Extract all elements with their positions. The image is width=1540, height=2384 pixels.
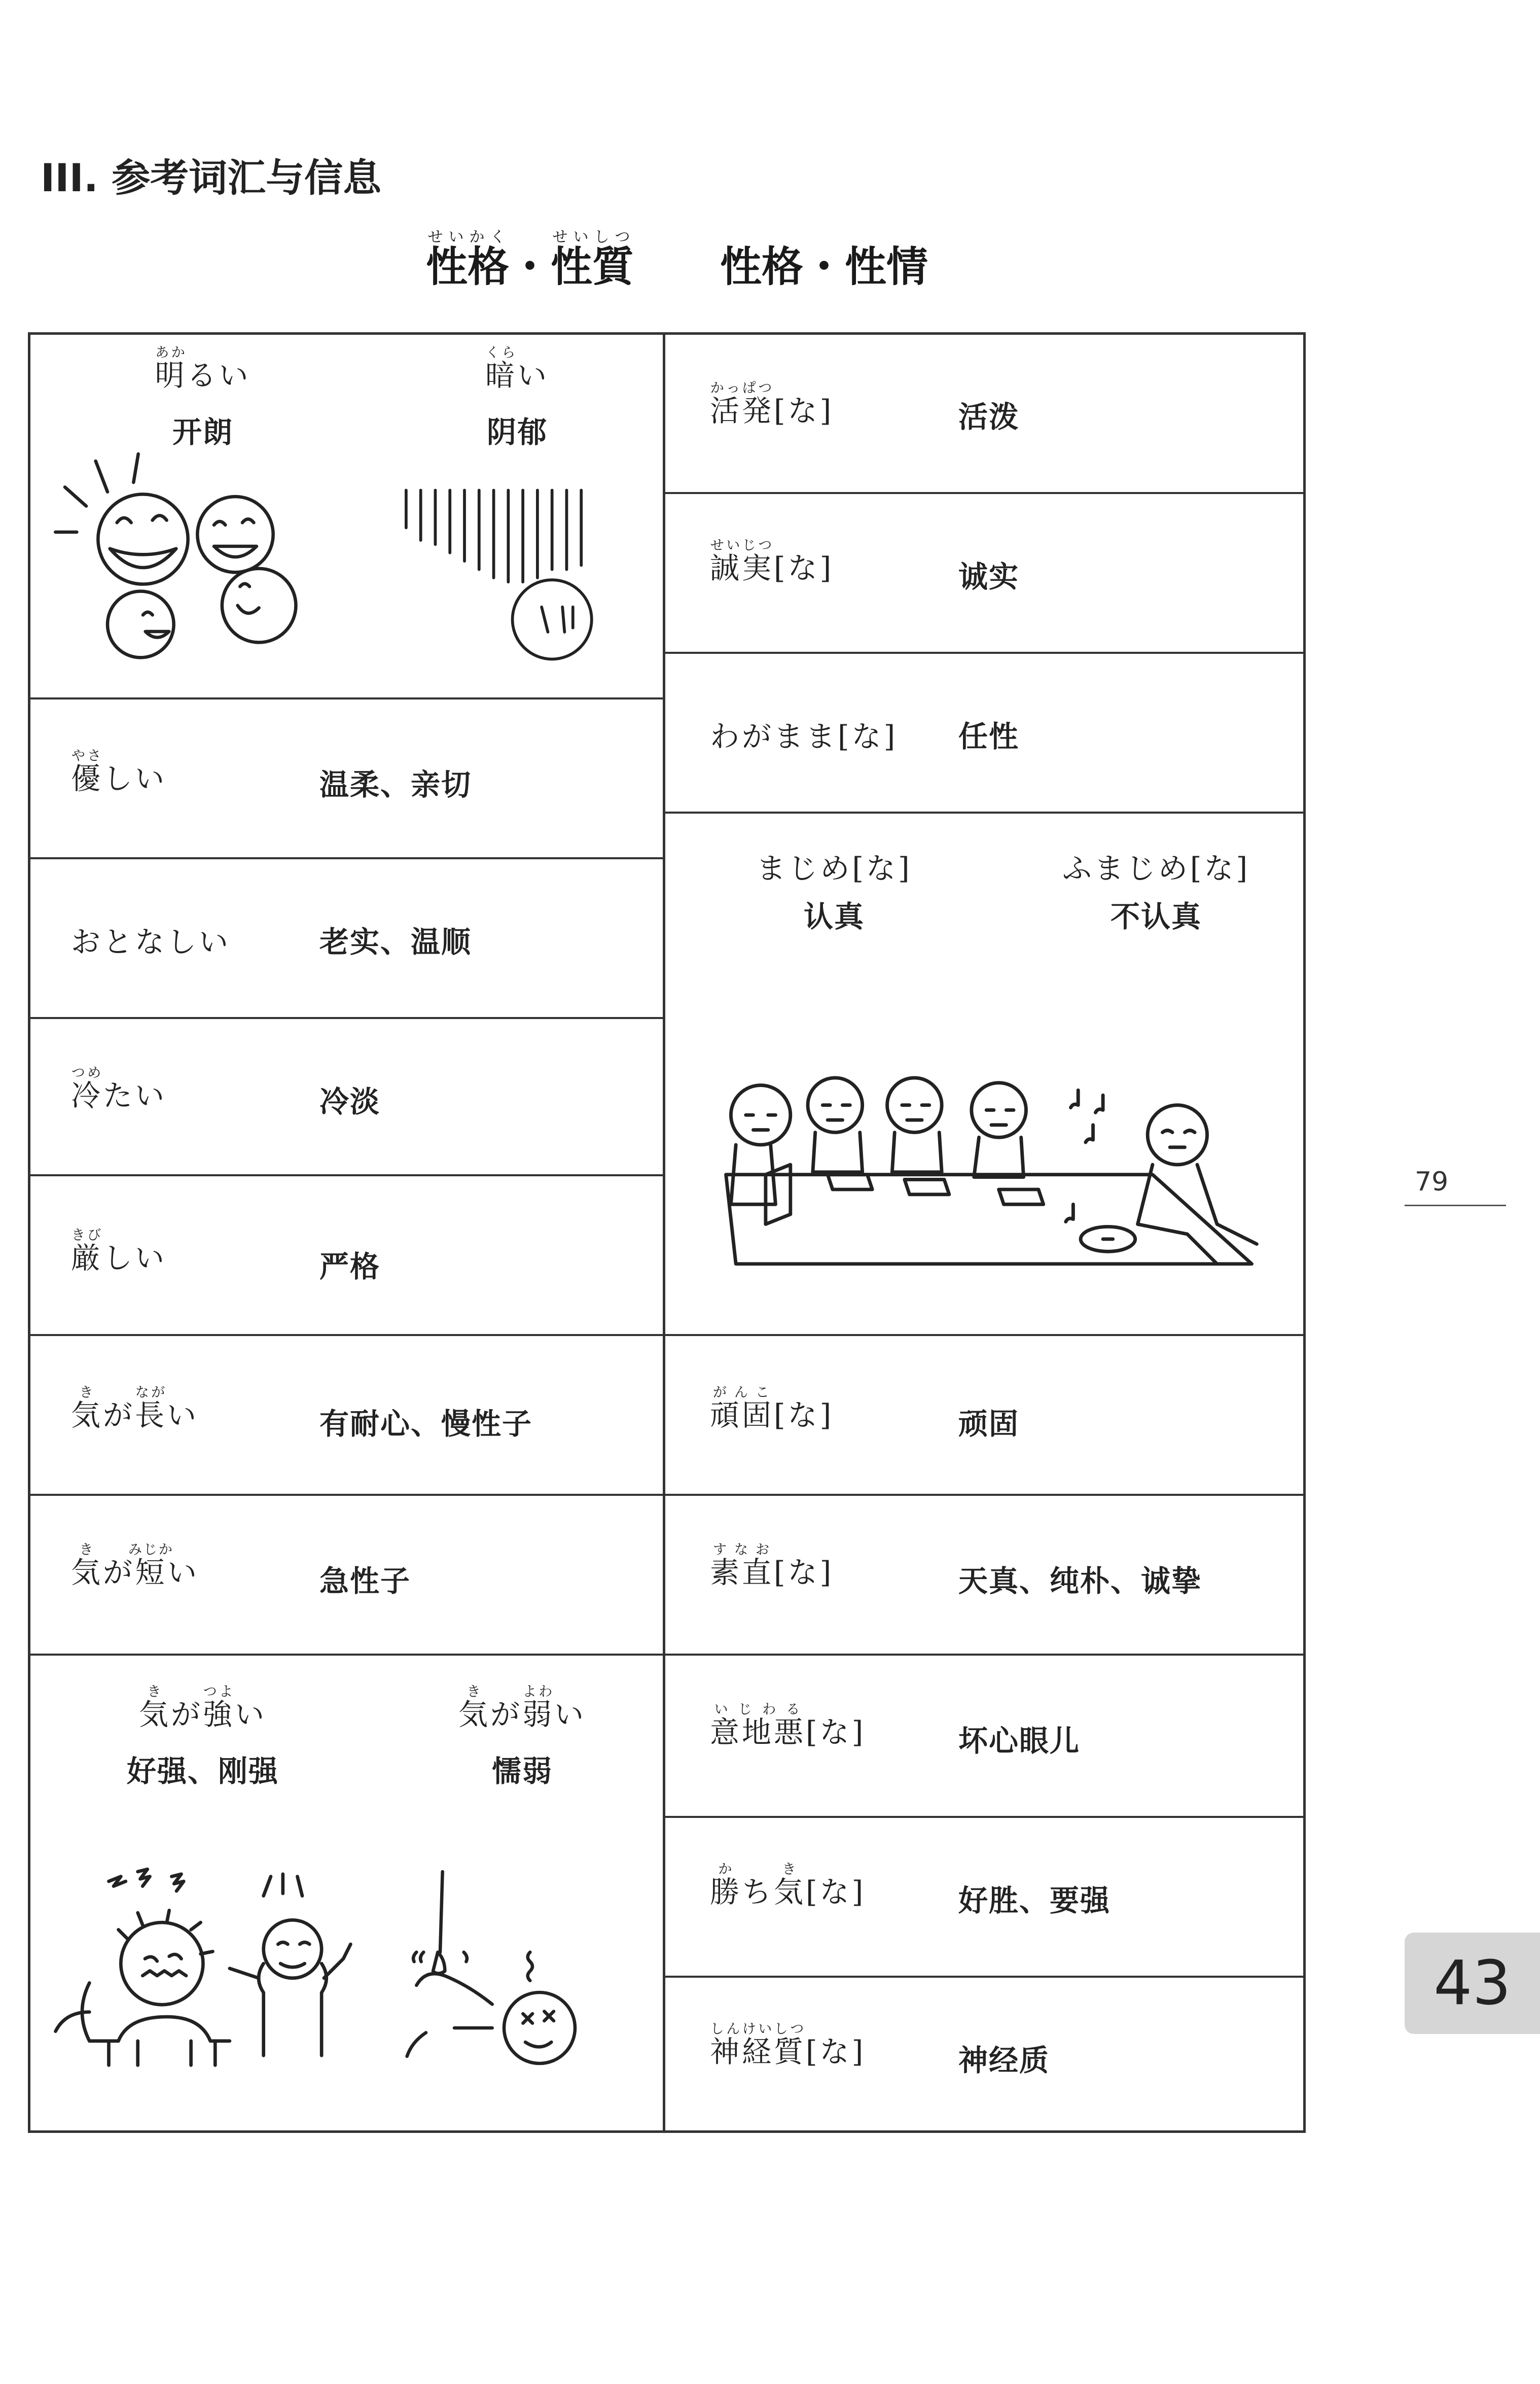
- chapter-tab: 43: [1405, 1933, 1540, 2034]
- vocab-serious: まじめ[な]: [756, 851, 912, 886]
- row-divider: [28, 1174, 664, 1176]
- row-divider: [28, 697, 664, 699]
- row-divider: [28, 857, 664, 859]
- gloss-not-serious: 不认真: [1110, 899, 1202, 934]
- vocab-honest: 誠実せいじつ[な]: [710, 538, 834, 585]
- fainting-person-illustration: [396, 1872, 598, 2085]
- title-word-2: 性質せいしつ: [551, 228, 634, 291]
- page-number-underline: [1405, 1205, 1506, 1206]
- gloss-gloomy: 阴郁: [486, 415, 548, 449]
- row-divider: [664, 652, 1304, 654]
- vocab-strong-willed: 気きが強つよい: [138, 1684, 267, 1732]
- gloss-competitive: 好胜、要强: [958, 1883, 1111, 1918]
- vocab-cold: 冷つめたい: [71, 1065, 167, 1113]
- row-divider: [28, 1334, 1306, 1336]
- row-divider: [28, 1654, 1306, 1656]
- cheerful-faces-illustration: [51, 451, 335, 670]
- vocab-competitive: 勝かち気き[な]: [710, 1862, 866, 1909]
- gloss-weak-willed: 懦弱: [491, 1754, 553, 1789]
- row-divider: [664, 1816, 1304, 1818]
- table-border-right: [1303, 332, 1306, 2133]
- table-column-divider: [663, 332, 665, 2133]
- section-heading: III. 参考词汇与信息: [41, 155, 382, 200]
- gloss-stubborn: 顽固: [958, 1407, 1020, 1441]
- gloss-patient: 有耐心、慢性子: [319, 1407, 533, 1441]
- gloss-selfish: 任性: [958, 719, 1020, 754]
- page-number: 79: [1415, 1167, 1449, 1197]
- gloss-cheerful: 开朗: [172, 415, 233, 449]
- vocab-selfish: わがまま[な]: [710, 719, 898, 754]
- vocab-mean: 意地悪いじわる[な]: [710, 1702, 866, 1749]
- gloss-frank: 天真、纯朴、诚挚: [958, 1564, 1202, 1598]
- table-border-top: [28, 332, 1306, 335]
- page-title: [426, 228, 928, 293]
- title-chinese: 性格・性情: [720, 242, 928, 291]
- title-separator: ・: [509, 242, 551, 291]
- row-divider: [28, 1017, 664, 1019]
- lion-and-person-illustration: [51, 1867, 365, 2085]
- vocab-impatient: 気きが短みじかい: [71, 1542, 200, 1590]
- vocab-gentle: おとなしい: [71, 925, 231, 959]
- gloss-gentle: 老实、温顺: [319, 925, 472, 959]
- gloss-nervous: 神经质: [958, 2043, 1050, 2078]
- row-divider: [664, 1976, 1304, 1978]
- gloss-strong-willed: 好强、刚强: [126, 1754, 279, 1789]
- gloss-strict: 严格: [319, 1249, 381, 1284]
- gloss-impatient: 急性子: [319, 1564, 411, 1598]
- gloss-serious: 认真: [803, 899, 865, 934]
- row-divider: [664, 812, 1304, 814]
- vocab-strict: 厳きびしい: [71, 1228, 167, 1275]
- row-divider: [664, 492, 1304, 494]
- vocab-not-serious: ふまじめ[な]: [1062, 851, 1250, 886]
- gloomy-face-illustration: [375, 482, 629, 670]
- table-border-left: [28, 332, 30, 2133]
- vocab-lively: 活発かっぱつ[な]: [710, 380, 834, 428]
- vocab-weak-willed: 気きが弱よわい: [458, 1684, 587, 1732]
- table-border-bottom: [28, 2130, 1306, 2133]
- gloss-lively: 活泼: [958, 400, 1020, 434]
- vocab-patient: 気きが長ながい: [71, 1385, 199, 1432]
- vocab-cheerful: 明あかるい: [155, 345, 251, 393]
- row-divider: [28, 1494, 1306, 1496]
- gloss-honest: 诚实: [958, 559, 1020, 594]
- meeting-illustration: [705, 1075, 1278, 1304]
- vocab-frank: 素直すなお[な]: [710, 1542, 834, 1590]
- vocab-nervous: 神経質しんけいしつ[な]: [710, 2021, 866, 2069]
- vocab-gloomy: 暗くらい: [485, 345, 550, 393]
- gloss-mean: 坏心眼儿: [958, 1724, 1081, 1758]
- gloss-kind: 温柔、亲切: [319, 767, 472, 802]
- vocab-stubborn: 頑固がんこ[な]: [710, 1385, 834, 1432]
- title-word-1: 性格せいかく: [426, 228, 510, 291]
- vocab-kind: 優やさしい: [71, 748, 167, 796]
- gloss-cold: 冷淡: [319, 1084, 381, 1119]
